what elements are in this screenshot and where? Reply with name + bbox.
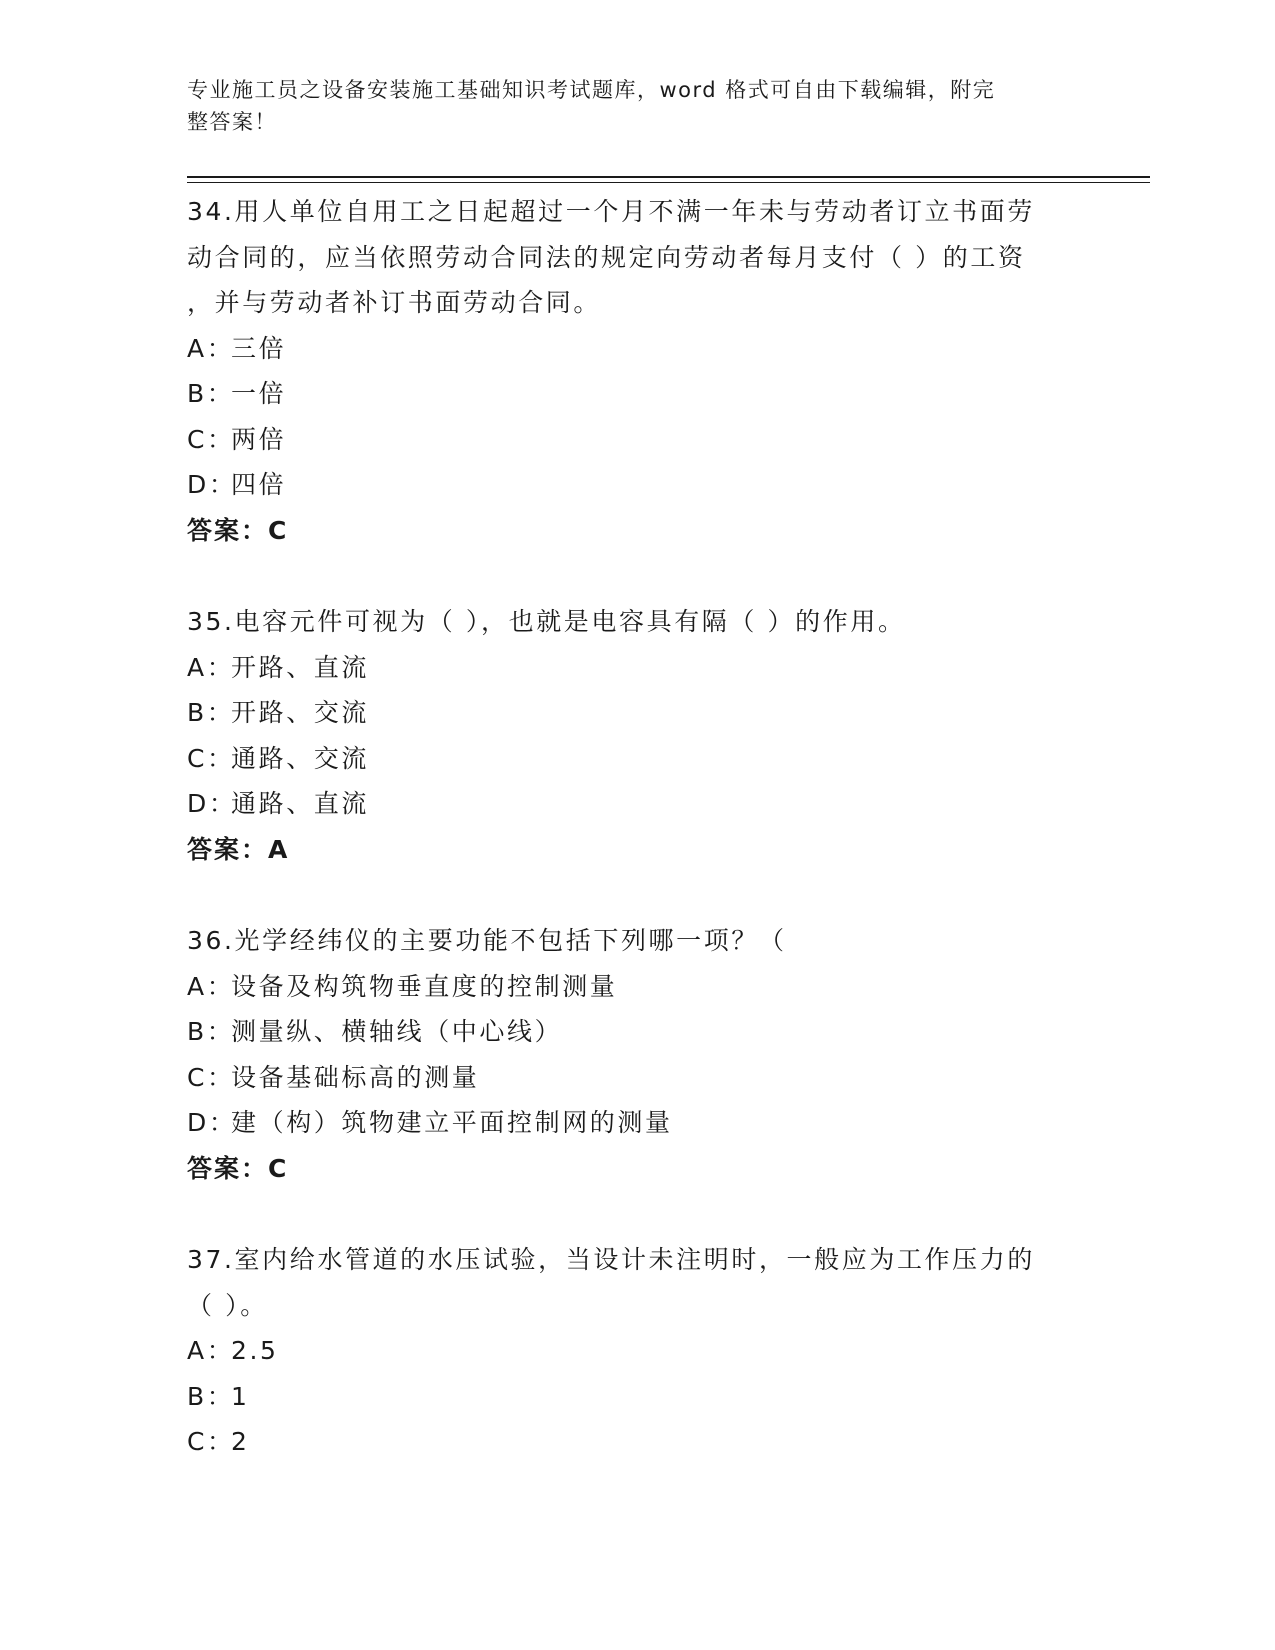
option-c [187, 1055, 1087, 1101]
question-37 [187, 1237, 1087, 1465]
option-letter: A： [187, 1336, 235, 1365]
question-list [187, 189, 1087, 1511]
option-text: 两倍 [231, 424, 287, 454]
question-35 [187, 599, 1087, 872]
question-stem: 36.光学经纬仪的主要功能不包括下列哪一项？（ [187, 926, 787, 955]
option-letter: B： [187, 1381, 235, 1411]
option-letter: B： [187, 1017, 235, 1046]
option-letter: B： [187, 379, 235, 408]
option-a [187, 326, 1087, 372]
option-letter: A： [187, 971, 235, 1001]
option-text: 建（构）筑物建立平面控制网的测量 [231, 1108, 673, 1137]
option-text: 三倍 [231, 333, 287, 363]
option-d [187, 1100, 1087, 1146]
question-36 [187, 918, 1087, 1191]
document-header [187, 74, 1067, 138]
option-text: 通路、交流 [231, 743, 370, 773]
option-text: 2 [231, 1427, 250, 1456]
option-a [187, 1328, 1087, 1374]
option-c [187, 417, 1087, 463]
option-d [187, 462, 1087, 508]
question-stem: 34.用人单位自用工之日起超过一个月不满一年未与劳动者订立书面劳 [187, 197, 1035, 226]
option-letter: D： [187, 470, 237, 499]
option-text: 设备基础标高的测量 [231, 1062, 480, 1092]
option-c [187, 1419, 1087, 1465]
option-b [187, 690, 1087, 736]
header-divider-thin [187, 182, 1150, 183]
header-line: 整答案！ [187, 110, 277, 134]
answer-line: 答案：A [187, 834, 290, 864]
option-letter: B： [187, 698, 235, 727]
option-text: 开路、直流 [231, 652, 370, 682]
option-b [187, 1009, 1087, 1055]
question-stem: 37.室内给水管道的水压试验，当设计未注明时，一般应为工作压力的 [187, 1245, 1035, 1274]
header-line: 专业施工员之设备安装施工基础知识考试题库，word 格式可自由下载编辑，附完 [187, 78, 996, 102]
option-c [187, 736, 1087, 782]
option-letter: A： [187, 333, 235, 363]
question-stem: ，并与劳动者补订书面劳动合同。 [187, 288, 602, 317]
option-text: 2.5 [231, 1336, 279, 1365]
option-a [187, 645, 1087, 691]
option-text: 开路、交流 [231, 698, 370, 727]
option-letter: A： [187, 652, 235, 682]
option-letter: C： [187, 1427, 235, 1456]
option-letter: D： [187, 789, 237, 818]
question-stem: 动合同的，应当依照劳动合同法的规定向劳动者每月支付（ ）的工资 [187, 242, 1026, 272]
option-b [187, 1374, 1087, 1420]
question-stem: （ ）。 [187, 1290, 268, 1320]
option-letter: C： [187, 1062, 235, 1092]
answer-line: 答案：C [187, 515, 289, 545]
option-b [187, 371, 1087, 417]
option-text: 设备及构筑物垂直度的控制测量 [231, 971, 618, 1001]
option-text: 一倍 [231, 379, 287, 408]
option-text: 1 [231, 1381, 250, 1411]
option-letter: D： [187, 1108, 237, 1137]
option-text: 通路、直流 [231, 789, 370, 818]
header-divider-thick [187, 176, 1150, 178]
answer-line: 答案：C [187, 1153, 289, 1183]
question-stem: 35.电容元件可视为（ ），也就是电容具有隔（ ）的作用。 [187, 607, 906, 636]
option-text: 测量纵、横轴线（中心线） [231, 1017, 563, 1046]
option-letter: C： [187, 424, 235, 454]
question-34 [187, 189, 1087, 553]
option-a [187, 964, 1087, 1010]
option-d [187, 781, 1087, 827]
option-text: 四倍 [231, 470, 287, 499]
option-letter: C： [187, 743, 235, 773]
